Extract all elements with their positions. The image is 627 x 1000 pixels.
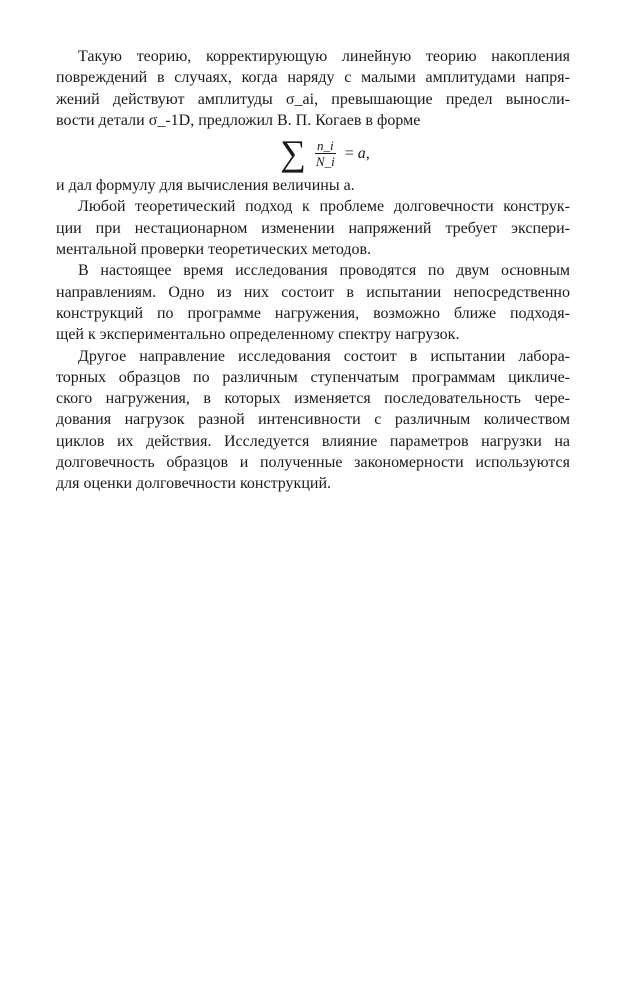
text-line: для оценки долговечности конструкций. <box>56 475 332 493</box>
text-line: циклов их действия. Исследуется влияние параметров нагрузки на <box>56 432 570 450</box>
fraction-denominator: N_i <box>315 153 335 169</box>
text-line: Любой теоретический подход к проблеме долговечности конструк- <box>78 198 570 216</box>
fraction <box>314 138 337 169</box>
text-line: и дал формулу для вычисления величины a. <box>56 177 355 195</box>
paragraph-1 <box>56 46 570 131</box>
text-line: Другое направление исследования состоит в испытании лабора- <box>78 347 570 365</box>
formula-rhs: a, <box>357 144 370 162</box>
text-line: ского нагружения, в которых изменяется последовательность чере- <box>56 390 570 408</box>
text-line: дования нагрузок разной интенсивности с различным количеством <box>56 411 570 429</box>
text-line: щей к экспериментально определенному спектру нагрузок. <box>56 326 460 344</box>
text-line: Такую теорию, корректирующую линейную теорию накопления <box>78 48 570 65</box>
text-line: жений действуют амплитуды σ_ai, превышающие предел выносли- <box>56 90 570 108</box>
formula <box>56 131 570 175</box>
equals-sign: = <box>344 144 354 162</box>
paragraph-3 <box>56 196 570 260</box>
text-line: В настоящее время исследования проводятся по двум основным <box>78 262 570 280</box>
formula-expression <box>280 133 370 174</box>
sum-symbol: ∑ <box>280 133 306 174</box>
text-line: ции при нестационарном изменении напряжений требует экспери- <box>56 219 570 237</box>
text-line: конструкций по программе нагружения, возможно ближе подходя- <box>56 304 570 322</box>
text-line: повреждений в случаях, когда наряду с малыми амплитудами напря- <box>56 69 570 87</box>
paragraph-2 <box>56 175 570 196</box>
text-line: вости детали σ_-1D, предложил В. П. Когаев в форме <box>56 111 421 129</box>
text-line: торных образцов по различным ступенчатым программам цикличе- <box>56 368 570 386</box>
fraction-numerator: n_i <box>317 137 334 153</box>
text-body <box>56 46 570 495</box>
paragraph-4 <box>56 260 570 345</box>
text-line: направлениям. Одно из них состоит в испытании непосредственно <box>56 283 570 301</box>
text-line: долговечность образцов и полученные закономерности используются <box>56 454 570 472</box>
text-line: ментальной проверки теоретических методов. <box>56 241 372 259</box>
paragraph-5 <box>56 346 570 495</box>
